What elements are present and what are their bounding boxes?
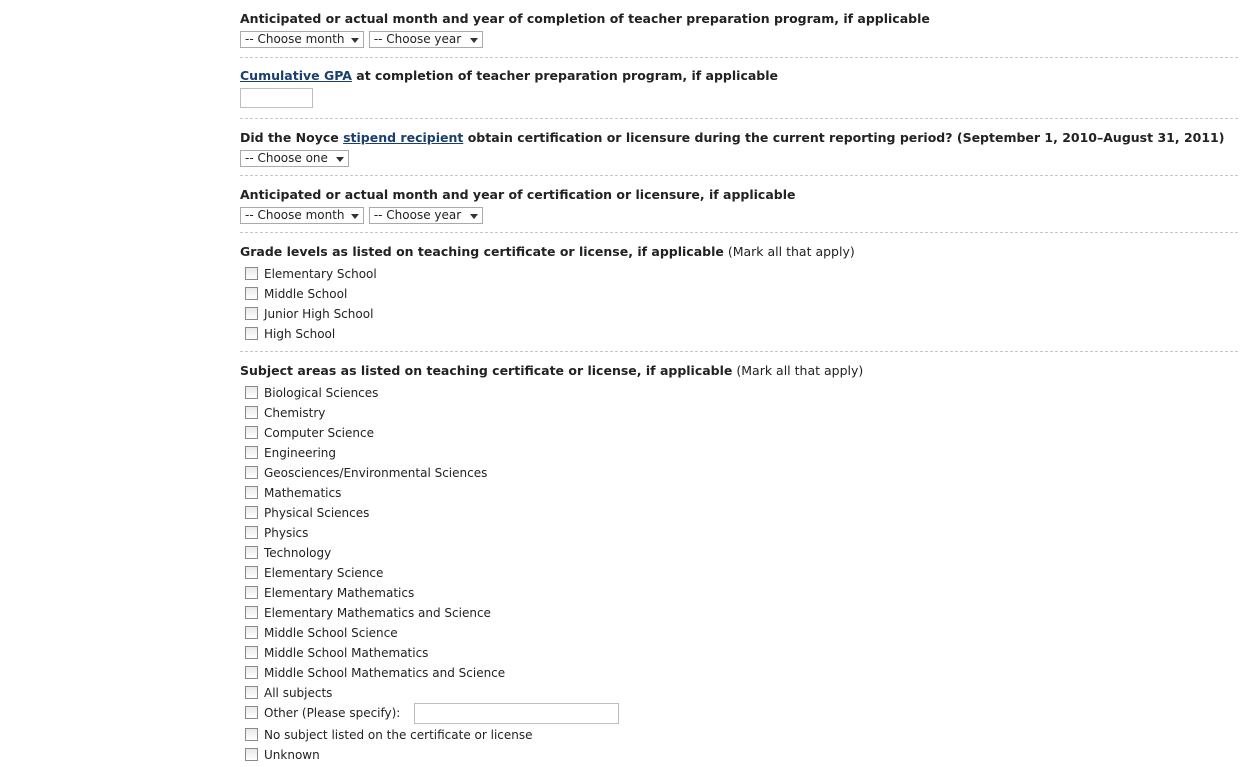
grade-option[interactable] bbox=[240, 284, 1238, 304]
grade-checkbox[interactable] bbox=[245, 267, 258, 280]
gpa-title: at completion of teacher preparation program, if applicable bbox=[351, 68, 778, 83]
subject-other-checkbox[interactable] bbox=[245, 706, 258, 719]
subject-label: Computer Science bbox=[264, 426, 374, 440]
subject-label: Elementary Mathematics bbox=[264, 586, 415, 600]
grade-levels-title: Grade levels as listed on teaching certificate or license, if applicable bbox=[240, 244, 724, 259]
chevron-down-icon bbox=[470, 38, 478, 43]
subject-label: Physical Sciences bbox=[264, 506, 370, 520]
subject-option[interactable] bbox=[240, 745, 1238, 765]
cert-date-title: Anticipated or actual month and year of certification or licensure, if applicable bbox=[240, 187, 796, 202]
subject-label: Engineering bbox=[264, 446, 336, 460]
subject-option[interactable] bbox=[240, 563, 1238, 583]
cumulative-gpa-link[interactable]: Cumulative GPA bbox=[240, 68, 352, 83]
chevron-down-icon bbox=[336, 157, 344, 162]
subject-label: Middle School Mathematics and Science bbox=[264, 666, 506, 680]
certification-question bbox=[240, 119, 1238, 176]
subject-checkbox[interactable] bbox=[245, 386, 258, 399]
subject-option[interactable] bbox=[240, 403, 1238, 423]
subject-option[interactable] bbox=[240, 643, 1238, 663]
grade-option[interactable] bbox=[240, 264, 1238, 284]
cert-month-select-value: -- Choose month bbox=[245, 208, 345, 222]
subject-option[interactable] bbox=[240, 523, 1238, 543]
subject-option[interactable] bbox=[240, 603, 1238, 623]
chevron-down-icon bbox=[470, 214, 478, 219]
cert-month-select[interactable] bbox=[240, 207, 364, 224]
subject-option[interactable] bbox=[240, 543, 1238, 563]
subject-label: Geosciences/Environmental Sciences bbox=[264, 466, 488, 480]
subject-option[interactable] bbox=[240, 443, 1238, 463]
prep-month-select[interactable] bbox=[240, 31, 364, 48]
subject-option[interactable] bbox=[240, 663, 1238, 683]
subject-checkbox[interactable] bbox=[245, 728, 258, 741]
subject-label: Elementary Mathematics and Science bbox=[264, 606, 491, 620]
grade-levels-question bbox=[240, 233, 1238, 352]
subject-checkbox[interactable] bbox=[245, 646, 258, 659]
subject-other-input[interactable] bbox=[414, 703, 619, 724]
subject-other-label: Other (Please specify): bbox=[264, 706, 401, 720]
subject-checkbox[interactable] bbox=[245, 686, 258, 699]
prep-year-select[interactable] bbox=[369, 31, 483, 48]
subject-other-option[interactable] bbox=[240, 703, 1238, 725]
certification-select-value: -- Choose one bbox=[245, 151, 328, 165]
subject-checkbox[interactable] bbox=[245, 546, 258, 559]
subject-option[interactable] bbox=[240, 725, 1238, 745]
prep-month-select-value: -- Choose month bbox=[245, 32, 345, 46]
subject-label: No subject listed on the certificate or license bbox=[264, 728, 533, 742]
subject-label: Physics bbox=[264, 526, 309, 540]
cert-year-select-value: -- Choose year bbox=[373, 208, 462, 222]
subjects-title: Subject areas as listed on teaching certificate or license, if applicable bbox=[240, 363, 733, 378]
subject-option[interactable] bbox=[240, 463, 1238, 483]
subject-checkbox[interactable] bbox=[245, 566, 258, 579]
subject-option[interactable] bbox=[240, 623, 1238, 643]
grade-label: Middle School bbox=[264, 287, 348, 301]
subject-checkbox[interactable] bbox=[245, 466, 258, 479]
stipend-recipient-link[interactable]: stipend recipient bbox=[343, 130, 464, 145]
subject-checkbox[interactable] bbox=[245, 666, 258, 679]
subject-checkbox[interactable] bbox=[245, 606, 258, 619]
subject-option[interactable] bbox=[240, 383, 1238, 403]
prep-completion-title: Anticipated or actual month and year of completion of teacher preparation program, if applicable bbox=[240, 11, 930, 26]
grade-option[interactable] bbox=[240, 304, 1238, 324]
subject-label: All subjects bbox=[264, 686, 333, 700]
prep-year-select-value: -- Choose year bbox=[373, 32, 462, 46]
subject-checkbox[interactable] bbox=[245, 626, 258, 639]
grade-levels-note: (Mark all that apply) bbox=[723, 244, 855, 259]
gpa-question bbox=[240, 58, 1238, 119]
gpa-input[interactable] bbox=[240, 88, 313, 108]
cert-date-question bbox=[240, 176, 1238, 233]
subjects-question bbox=[240, 352, 1238, 765]
grade-label: Elementary School bbox=[264, 267, 377, 281]
subject-label: Unknown bbox=[264, 748, 320, 762]
subject-checkbox[interactable] bbox=[245, 486, 258, 499]
subject-label: Elementary Science bbox=[264, 566, 384, 580]
grade-option[interactable] bbox=[240, 324, 1238, 344]
prep-completion-question bbox=[240, 0, 1238, 58]
chevron-down-icon bbox=[351, 214, 359, 219]
subject-label: Middle School Mathematics bbox=[264, 646, 429, 660]
grade-label: High School bbox=[264, 327, 336, 341]
grade-checkbox[interactable] bbox=[245, 307, 258, 320]
certification-select[interactable] bbox=[240, 150, 349, 167]
noyce-form bbox=[240, 0, 1238, 765]
certification-title-end: obtain certification or licensure during the current reporting period? (September 1, 2010–August 31, 2011) bbox=[463, 130, 1225, 145]
subject-checkbox[interactable] bbox=[245, 526, 258, 539]
grade-label: Junior High School bbox=[264, 307, 374, 321]
subject-label: Biological Sciences bbox=[264, 386, 379, 400]
certification-title-start: Did the Noyce bbox=[240, 130, 344, 145]
subject-checkbox[interactable] bbox=[245, 586, 258, 599]
grade-checkbox[interactable] bbox=[245, 287, 258, 300]
subject-checkbox[interactable] bbox=[245, 506, 258, 519]
subject-option[interactable] bbox=[240, 683, 1238, 703]
subject-option[interactable] bbox=[240, 483, 1238, 503]
subject-option[interactable] bbox=[240, 423, 1238, 443]
subject-label: Mathematics bbox=[264, 486, 342, 500]
subject-option[interactable] bbox=[240, 583, 1238, 603]
subjects-note: (Mark all that apply) bbox=[732, 363, 864, 378]
subject-label: Middle School Science bbox=[264, 626, 398, 640]
subject-checkbox[interactable] bbox=[245, 446, 258, 459]
cert-year-select[interactable] bbox=[369, 207, 483, 224]
grade-checkbox[interactable] bbox=[245, 327, 258, 340]
chevron-down-icon bbox=[351, 38, 359, 43]
subject-checkbox[interactable] bbox=[245, 406, 258, 419]
subject-checkbox[interactable] bbox=[245, 426, 258, 439]
subject-option[interactable] bbox=[240, 503, 1238, 523]
subject-label: Chemistry bbox=[264, 406, 326, 420]
subject-label: Technology bbox=[264, 546, 332, 560]
subject-checkbox[interactable] bbox=[245, 748, 258, 761]
